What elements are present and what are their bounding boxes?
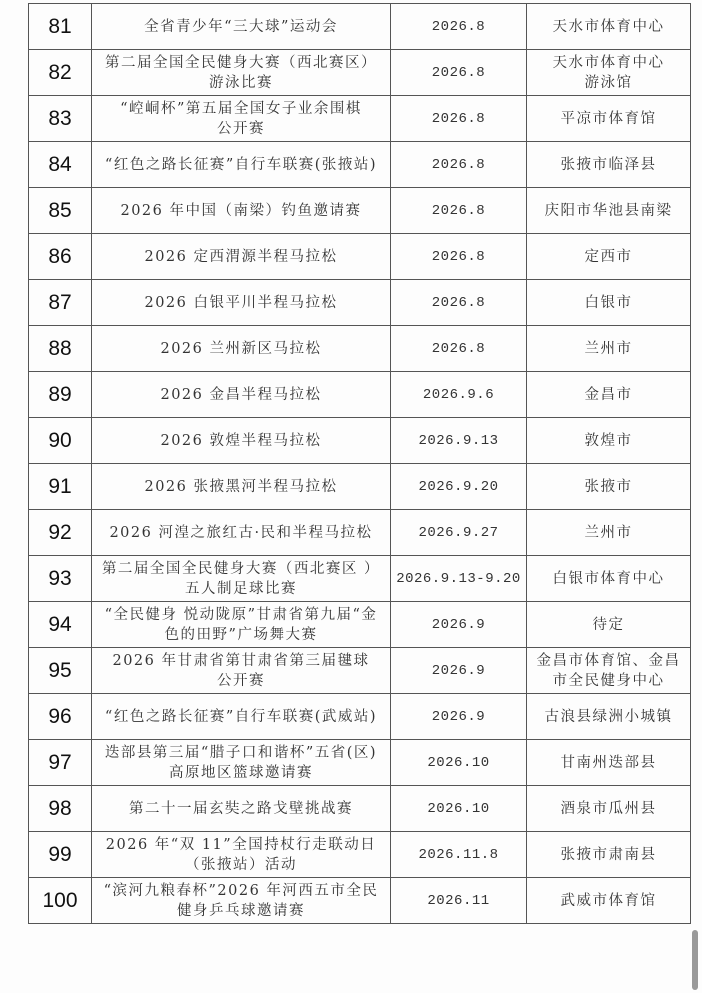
- event-name-cell: [92, 96, 391, 142]
- event-venue-line: 兰州市: [584, 340, 633, 357]
- event-name-cell: [92, 556, 391, 602]
- row-number: 85: [29, 188, 92, 234]
- event-venue-line: 市全民健身中心: [552, 672, 665, 689]
- event-venue-line: 游泳馆: [584, 74, 633, 91]
- event-name-cell: [92, 372, 391, 418]
- event-name-line: 游泳比赛: [209, 74, 273, 91]
- table-row: [29, 786, 691, 832]
- row-number: 99: [29, 832, 92, 878]
- event-venue-cell: [527, 878, 691, 924]
- event-name-line: 第二十一届玄奘之路戈壁挑战赛: [129, 800, 353, 817]
- event-venue-line: 庆阳市华池县南梁: [544, 202, 673, 219]
- event-name-cell: [92, 832, 391, 878]
- event-venue-line: 平凉市体育馆: [560, 110, 657, 127]
- event-venue-cell: [527, 50, 691, 96]
- row-number: 95: [29, 648, 92, 694]
- event-name-cell: [92, 234, 391, 280]
- row-number: 97: [29, 740, 92, 786]
- event-date-cell: 2026.9: [391, 602, 527, 648]
- vertical-scrollbar[interactable]: [692, 930, 698, 990]
- event-date-cell: 2026.9.20: [391, 464, 527, 510]
- row-number: 87: [29, 280, 92, 326]
- row-number: 81: [29, 4, 92, 50]
- event-venue-line: 待定: [592, 616, 625, 633]
- event-name-line: 公开赛: [217, 672, 265, 689]
- event-venue-line: 张掖市: [584, 478, 633, 495]
- event-venue-cell: [527, 372, 691, 418]
- event-date-cell: 2026.8: [391, 326, 527, 372]
- events-table-body: [29, 4, 691, 924]
- event-venue-line: 张掖市临泽县: [560, 156, 657, 173]
- event-name-line: 2026 敦煌半程马拉松: [160, 432, 322, 449]
- event-venue-cell: [527, 418, 691, 464]
- event-name-cell: [92, 4, 391, 50]
- event-venue-cell: [527, 694, 691, 740]
- event-venue-line: 金昌市体育馆、金昌: [536, 652, 681, 669]
- event-date-cell: 2026.9.6: [391, 372, 527, 418]
- event-name-cell: [92, 280, 391, 326]
- event-date-cell: 2026.8: [391, 280, 527, 326]
- row-number: 91: [29, 464, 92, 510]
- event-name-line: “崆峒杯”第五届全国女子业余围棋: [120, 100, 362, 117]
- event-venue-cell: [527, 142, 691, 188]
- event-venue-line: 敦煌市: [584, 432, 633, 449]
- table-row: [29, 4, 691, 50]
- event-date-cell: 2026.8: [391, 142, 527, 188]
- table-row: [29, 372, 691, 418]
- event-date-cell: 2026.9.27: [391, 510, 527, 556]
- event-name-line: 五人制足球比赛: [185, 580, 297, 597]
- event-name-line: 2026 年甘肃省第甘肃省第三届毽球: [112, 652, 370, 669]
- row-number: 83: [29, 96, 92, 142]
- row-number: 89: [29, 372, 92, 418]
- event-name-line: 第二届全国全民健身大赛（西北赛区 ）: [101, 560, 381, 577]
- event-venue-line: 酒泉市瓜州县: [560, 800, 657, 817]
- table-row: [29, 832, 691, 878]
- event-name-line: 第二届全国全民健身大赛（西北赛区）: [105, 54, 377, 71]
- event-name-line: 2026 金昌半程马拉松: [160, 386, 322, 403]
- table-row: [29, 464, 691, 510]
- table-row: [29, 188, 691, 234]
- row-number: 90: [29, 418, 92, 464]
- event-venue-line: 甘南州迭部县: [560, 754, 657, 771]
- event-venue-line: 定西市: [584, 248, 633, 265]
- table-row: [29, 694, 691, 740]
- event-name-line: 2026 年中国（南梁）钓鱼邀请赛: [120, 202, 362, 219]
- row-number: 93: [29, 556, 92, 602]
- row-number: 88: [29, 326, 92, 372]
- event-date-cell: 2026.8: [391, 188, 527, 234]
- event-name-line: “滨河九粮春杯”2026 年河西五市全民: [103, 882, 379, 899]
- event-name-line: 高原地区篮球邀请赛: [169, 764, 313, 781]
- event-date-cell: 2026.11.8: [391, 832, 527, 878]
- table-row: [29, 280, 691, 326]
- event-venue-cell: [527, 96, 691, 142]
- event-name-cell: [92, 50, 391, 96]
- event-name-line: 2026 白银平川半程马拉松: [144, 294, 338, 311]
- event-venue-cell: [527, 740, 691, 786]
- event-name-cell: [92, 142, 391, 188]
- row-number: 84: [29, 142, 92, 188]
- event-venue-line: 天水市体育中心: [552, 18, 665, 35]
- event-name-cell: [92, 786, 391, 832]
- event-name-line: 2026 定西渭源半程马拉松: [144, 248, 338, 265]
- event-venue-line: 古浪县绿洲小城镇: [544, 708, 673, 725]
- table-row: [29, 556, 691, 602]
- event-venue-cell: [527, 326, 691, 372]
- event-name-line: 2026 年“双 11”全国持杖行走联动日: [105, 836, 377, 853]
- event-name-line: 全省青少年“三大球”运动会: [144, 18, 338, 35]
- event-venue-cell: [527, 648, 691, 694]
- row-number: 96: [29, 694, 92, 740]
- event-name-line: 迭部县第三届“腊子口和谐杯”五省(区): [104, 744, 378, 761]
- event-date-cell: 2026.8: [391, 96, 527, 142]
- event-name-line: 2026 张掖黑河半程马拉松: [144, 478, 338, 495]
- event-venue-line: 武威市体育馆: [560, 892, 657, 909]
- event-date-cell: 2026.9: [391, 694, 527, 740]
- row-number: 94: [29, 602, 92, 648]
- event-name-line: （张掖站）活动: [185, 856, 297, 873]
- event-date-cell: 2026.10: [391, 786, 527, 832]
- event-name-cell: [92, 648, 391, 694]
- event-venue-cell: [527, 464, 691, 510]
- event-name-line: 2026 河湟之旅红古·民和半程马拉松: [109, 524, 373, 541]
- event-date-cell: 2026.9.13: [391, 418, 527, 464]
- event-date-cell: 2026.9: [391, 648, 527, 694]
- event-date-cell: 2026.11: [391, 878, 527, 924]
- row-number: 86: [29, 234, 92, 280]
- row-number: 82: [29, 50, 92, 96]
- event-venue-cell: [527, 188, 691, 234]
- event-name-line: 2026 兰州新区马拉松: [160, 340, 322, 357]
- event-date-cell: 2026.8: [391, 234, 527, 280]
- event-venue-line: 金昌市: [584, 386, 633, 403]
- row-number: 98: [29, 786, 92, 832]
- table-row: [29, 418, 691, 464]
- event-name-cell: [92, 510, 391, 556]
- event-venue-cell: [527, 832, 691, 878]
- event-name-cell: [92, 418, 391, 464]
- event-date-cell: 2026.8: [391, 4, 527, 50]
- event-name-line: 公开赛: [217, 120, 265, 137]
- row-number: 92: [29, 510, 92, 556]
- event-date-cell: 2026.8: [391, 50, 527, 96]
- table-row: [29, 50, 691, 96]
- event-venue-line: 白银市体育中心: [552, 570, 665, 587]
- event-date-cell: 2026.10: [391, 740, 527, 786]
- table-row: [29, 142, 691, 188]
- event-venue-line: 张掖市肃南县: [560, 846, 657, 863]
- event-venue-cell: [527, 786, 691, 832]
- event-venue-cell: [527, 602, 691, 648]
- event-name-cell: [92, 740, 391, 786]
- event-venue-line: 白银市: [584, 294, 633, 311]
- event-name-cell: [92, 694, 391, 740]
- event-name-line: 色的田野”广场舞大赛: [164, 626, 318, 643]
- event-venue-cell: [527, 556, 691, 602]
- event-name-line: “全民健身 悦动陇原”甘肃省第九届“金: [104, 606, 378, 623]
- event-name-line: “红色之路长征赛”自行车联赛(武威站): [104, 708, 378, 725]
- table-row: [29, 96, 691, 142]
- event-name-cell: [92, 878, 391, 924]
- event-venue-cell: [527, 4, 691, 50]
- table-row: [29, 648, 691, 694]
- row-number: 100: [29, 878, 92, 924]
- table-row: [29, 326, 691, 372]
- event-name-cell: [92, 188, 391, 234]
- event-venue-line: 天水市体育中心: [552, 54, 665, 71]
- event-date-cell: 2026.9.13-9.20: [391, 556, 527, 602]
- table-row: [29, 510, 691, 556]
- event-venue-cell: [527, 280, 691, 326]
- event-name-cell: [92, 326, 391, 372]
- event-venue-line: 兰州市: [584, 524, 633, 541]
- table-row: [29, 602, 691, 648]
- table-row: [29, 740, 691, 786]
- event-name-cell: [92, 602, 391, 648]
- events-table: [28, 3, 691, 924]
- table-row: [29, 878, 691, 924]
- event-venue-cell: [527, 510, 691, 556]
- event-name-cell: [92, 464, 391, 510]
- event-name-line: 健身乒乓球邀请赛: [177, 902, 305, 919]
- event-venue-cell: [527, 234, 691, 280]
- table-row: [29, 234, 691, 280]
- event-name-line: “红色之路长征赛”自行车联赛(张掖站): [104, 156, 378, 173]
